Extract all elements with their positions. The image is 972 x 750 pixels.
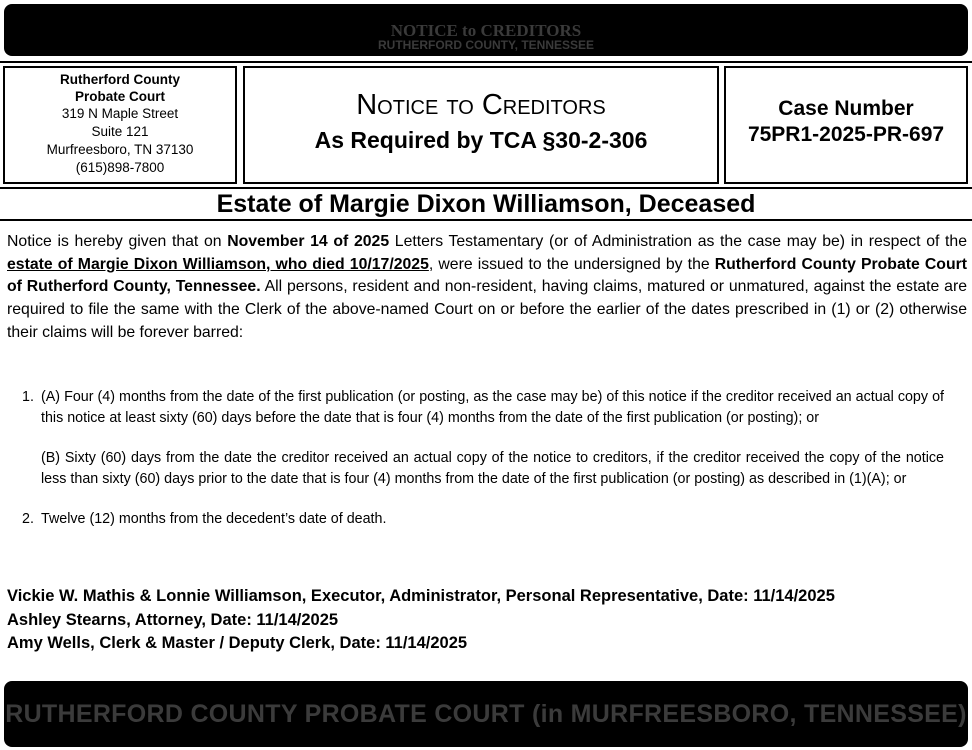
notice-title: Notice to Creditors — [356, 89, 606, 121]
case-number-label: Case Number — [778, 97, 914, 120]
notice-title-box — [243, 66, 719, 184]
signature-line: Amy Wells, Clerk & Master / Deputy Clerk, Date: 11/14/2025 — [7, 634, 468, 652]
list-item — [0, 509, 944, 530]
header-top-rule — [0, 61, 972, 63]
court-suite: Suite 121 — [91, 124, 149, 139]
estate-reference: estate of Margie Dixon Williamson, who died 10/17/2025 — [7, 255, 429, 273]
heading-bottom-rule — [0, 219, 972, 221]
signature-line: Ashley Stearns, Attorney, Date: 11/14/2025 — [7, 610, 339, 629]
estate-heading: Estate of Margie Dixon Williamson, Deceased — [216, 190, 756, 218]
signature-line: Vickie W. Mathis & Lonnie Williamson, Executor, Administrator, Personal Representative, Date: 11/14/2025 — [7, 587, 835, 605]
case-number-value: 75PR1-2025-PR-697 — [747, 123, 945, 146]
list-item-text: (B) Sixty (60) days from the date the creditor received an actual copy of the notice to creditors, if the creditor received the copy of the notice less than sixty (60) days prior to the date that is four (4) months from the date of the first publication (or posting) as described in (1)(A); or — [41, 450, 944, 487]
court-street: 319 N Maple Street — [61, 106, 179, 121]
notice-paragraph — [7, 231, 967, 345]
signatures-block — [7, 585, 972, 656]
court-address-box — [3, 66, 237, 184]
case-number-box — [724, 66, 968, 184]
list-item-text: Twelve (12) months from the decedent’s date of death. — [41, 511, 387, 528]
bottom-banner: RUTHERFORD COUNTY PROBATE COURT (in MURFREESBORO, TENNESSEE) — [4, 681, 968, 747]
top-banner — [4, 4, 968, 56]
banner-subtitle: RUTHERFORD COUNTY, TENNESSEE — [377, 38, 595, 52]
banner-title: NOTICE to CREDITORS — [390, 21, 582, 40]
list-item-number: 1. — [22, 389, 34, 405]
notice-text-1: Notice is hereby given that on — [7, 233, 228, 250]
notice-text-3: , were issued to the undersigned by the — [428, 255, 715, 273]
issuing-court: Rutherford County Probate Court of Rutherford County, Tennessee. — [7, 255, 968, 296]
notice-subtitle: As Required by TCA §30-2-306 — [314, 127, 648, 153]
list-item-text: (A) Four (4) months from the date of the first publication (or posting, as the case may be) of this notice if the creditor received an actual copy of this notice at least sixty (60) days before the date that is four (4) months from the date of the first publication (or posting); or — [41, 389, 944, 426]
list-item — [0, 387, 944, 489]
court-name-line1: Rutherford County — [60, 72, 180, 87]
list-item-number: 2. — [22, 511, 34, 528]
court-name-line2: Probate Court — [74, 89, 165, 104]
claim-deadlines-list — [0, 387, 944, 530]
notice-text-2: Letters Testamentary (or of Administration as the case may be) in respect of the — [389, 233, 967, 250]
letters-date: November 14 of 2025 — [227, 233, 390, 250]
court-city: Murfreesboro, TN 37130 — [46, 142, 194, 157]
court-phone: (615)898-7800 — [75, 160, 165, 175]
notice-text-4: All persons, resident and non-resident, having claims, matured or unmatured, against the estate are required to file the same with the Clerk of the above-named Court on or before the earlier of the dates prescribed in (1) or (2) otherwise their claims will be forever barred: — [7, 278, 967, 341]
